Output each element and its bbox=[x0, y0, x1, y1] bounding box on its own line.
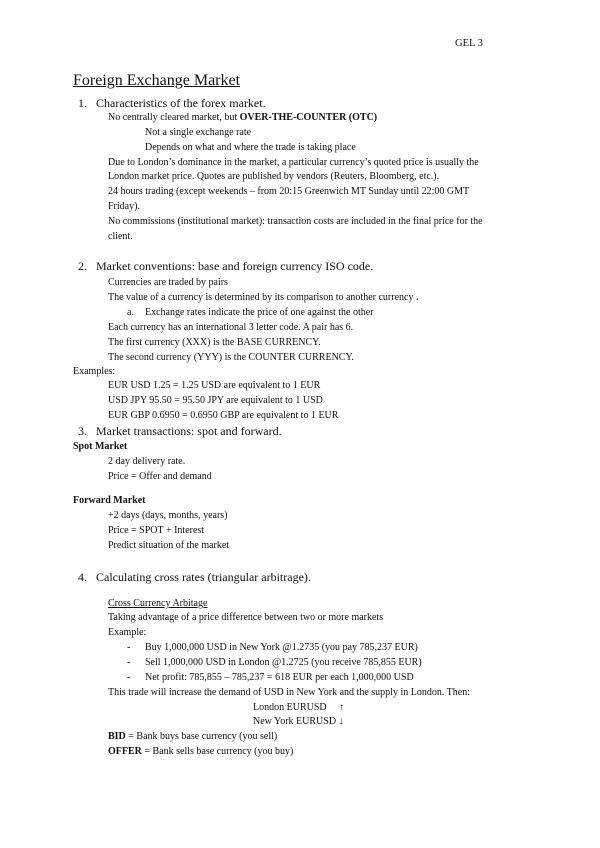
examples-label: Examples: bbox=[73, 366, 116, 377]
bullet-dash: - bbox=[127, 657, 131, 668]
body-line: The second currency (YYY) is the COUNTER CURRENCY. bbox=[108, 352, 354, 363]
offer-definition bbox=[108, 745, 293, 759]
new-york-rate-line: New York EURUSD ↓ bbox=[253, 716, 344, 727]
bid-term: BID bbox=[108, 731, 126, 742]
section-heading: Market conventions: base and foreign currency ISO code. bbox=[96, 259, 374, 273]
section-heading: Market transactions: spot and forward. bbox=[96, 424, 282, 438]
body-text: No centrally cleared market, but bbox=[108, 112, 240, 123]
body-line: 2 day delivery rate. bbox=[108, 456, 186, 467]
body-line: Depends on what and where the trade is taking place bbox=[145, 142, 356, 153]
section-number: 3. bbox=[78, 424, 87, 438]
bid-definition bbox=[108, 730, 277, 744]
london-rate-line bbox=[253, 701, 344, 715]
example-line: EUR GBP 0.6950 = 0.6950 GBP are equivalent to 1 EUR bbox=[108, 410, 339, 421]
bullet-dash: - bbox=[127, 642, 131, 653]
section-heading: Calculating cross rates (triangular arbitrage). bbox=[96, 570, 311, 584]
offer-term: OFFER bbox=[108, 746, 142, 757]
spot-market-title: Spot Market bbox=[73, 441, 128, 452]
subsection-title: Cross Currency Arbitage bbox=[108, 598, 208, 609]
page-label: GEL 3 bbox=[455, 38, 483, 49]
bullet-line: Sell 1,000,000 USD in London @1.2725 (you receive 785,855 EUR) bbox=[145, 657, 422, 668]
body-line: Friday). bbox=[108, 201, 140, 212]
section-heading: Characteristics of the forex market. bbox=[96, 96, 266, 110]
bullet-line: Buy 1,000,000 USD in New York @1.2735 (you pay 785,237 EUR) bbox=[145, 642, 418, 653]
body-line: +2 days (days, months, years) bbox=[108, 510, 228, 521]
example-line: EUR USD 1.25 = 1.25 USD are equivalent to 1 EUR bbox=[108, 380, 321, 391]
body-line: The value of a currency is determined by its comparison to another currency . bbox=[108, 292, 419, 303]
section-number: 4. bbox=[78, 570, 87, 584]
example-line: USD JPY 95.50 = 95.50 JPY are equivalent to 1 USD bbox=[108, 395, 323, 406]
bullet-line: Net profit: 785,855 – 785,237 = 618 EUR per each 1,000,000 USD bbox=[145, 672, 414, 683]
page-title: Foreign Exchange Market bbox=[73, 72, 241, 89]
list-marker: a. bbox=[127, 307, 134, 318]
bid-text: = Bank buys base currency (you sell) bbox=[125, 731, 278, 742]
body-line: Exchange rates indicate the price of one against the other bbox=[145, 307, 374, 318]
body-line: Not a single exchange rate bbox=[145, 127, 252, 138]
london-label: London EURUSD bbox=[253, 702, 327, 713]
offer-text: = Bank sells base currency (you buy) bbox=[141, 746, 294, 757]
body-line: No commissions (institutional market): transaction costs are included in the final price for the bbox=[108, 216, 483, 227]
forward-market-title: Forward Market bbox=[73, 495, 146, 506]
body-line: Example: bbox=[108, 627, 147, 638]
otc-term: OVER-THE-COUNTER (OTC) bbox=[239, 112, 378, 123]
body-line: The first currency (XXX) is the BASE CURRENCY. bbox=[108, 337, 321, 348]
body-line: Price = SPOT + Interest bbox=[108, 525, 205, 536]
section-number: 2. bbox=[78, 259, 87, 273]
arrow-up-icon: ↑ bbox=[339, 702, 345, 713]
body-line: 24 hours trading (except weekends – from 20:15 Greenwich MT Sunday until 22:00 GMT bbox=[108, 186, 470, 197]
body-line: Each currency has an international 3 letter code. A pair has 6. bbox=[108, 322, 354, 333]
body-line: London market price. Quotes are published by vendors (Reuters, Bloomberg, etc.). bbox=[108, 171, 440, 182]
body-line: This trade will increase the demand of USD in New York and the supply in London. Then: bbox=[108, 687, 470, 698]
body-line: client. bbox=[108, 231, 133, 242]
body-line: Price = Offer and demand bbox=[108, 471, 212, 482]
body-line: Taking advantage of a price difference between two or more markets bbox=[108, 612, 384, 623]
bullet-dash: - bbox=[127, 672, 131, 683]
body-line bbox=[108, 111, 377, 125]
body-line: Due to London’s dominance in the market, a particular currency’s quoted price is usually the bbox=[108, 157, 479, 168]
body-line: Predict situation of the market bbox=[108, 540, 230, 551]
body-line: Currencies are traded by pairs bbox=[108, 277, 228, 288]
section-number: 1. bbox=[78, 96, 87, 110]
